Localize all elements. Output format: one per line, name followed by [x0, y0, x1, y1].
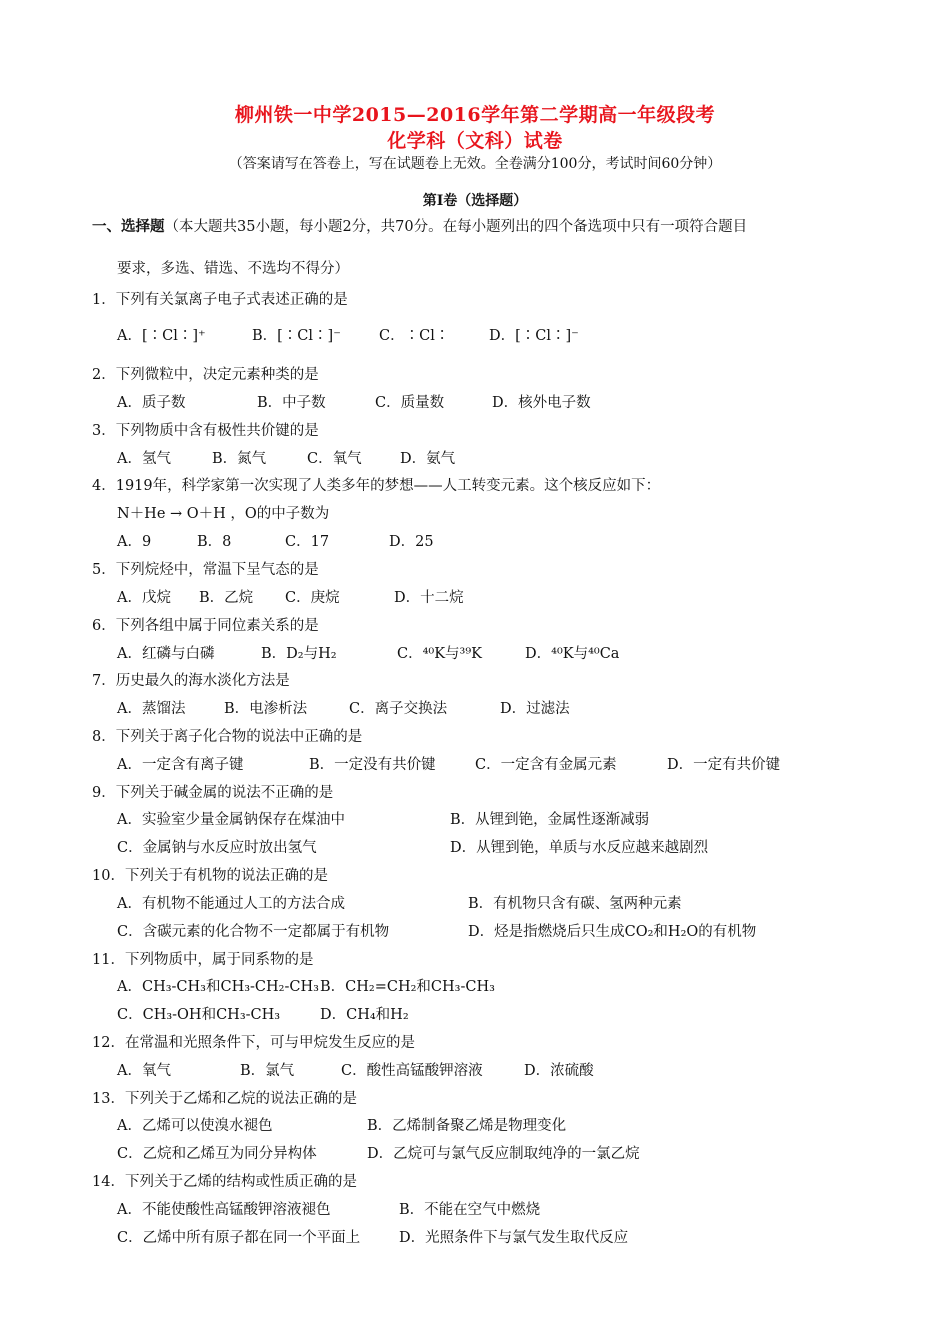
question-10-stem: 10．下列关于有机物的说法正确的是: [92, 868, 328, 884]
question-12-stem: 12．在常温和光照条件下，可与甲烷发生反应的是: [92, 1035, 415, 1051]
q3-option-c: C．氧气: [307, 451, 362, 467]
q1-option-a: A．[∶Cl∶]⁺: [117, 328, 206, 344]
q11-option-a: A．CH₃-CH₃和CH₃-CH₂-CH₃: [117, 979, 319, 995]
q11-option-d: D．CH₄和H₂: [320, 1007, 409, 1023]
q12-option-a: A．氧气: [117, 1063, 171, 1079]
q1-option-b: B．[∶Cl∶]⁻: [252, 328, 341, 344]
q3-option-d: D．氨气: [400, 451, 456, 467]
q12-option-b: B．氯气: [240, 1063, 295, 1079]
exam-title: 柳州铁一中学2015—2016学年第二学期高一年级段考: [234, 104, 716, 126]
q8-option-c: C．一定含有金属元素: [475, 757, 617, 773]
question-4-stem: 4．1919年，科学家第一次实现了人类多年的梦想——人工转变元素。这个核反应如下：: [92, 478, 661, 494]
question-4-reaction: N＋He → O＋H ，O的中子数为: [117, 506, 330, 522]
q8-option-a: A．一定含有离子键: [117, 757, 244, 773]
q6-option-b: B．D₂与H₂: [261, 646, 337, 662]
q2-option-b: B．中子数: [257, 395, 326, 411]
q4-option-a: A．9: [117, 534, 152, 550]
question-14-stem: 14．下列关于乙烯的结构或性质正确的是: [92, 1174, 357, 1190]
intro-label: 一、选择题: [92, 218, 165, 235]
intro-text: （本大题共35小题，每小题2分，共70分。在每小题列出的四个备选项中只有一项符合题目: [164, 219, 748, 235]
question-13-stem: 13．下列关于乙烯和乙烷的说法正确的是: [92, 1091, 357, 1107]
q3-option-b: B．氮气: [212, 451, 267, 467]
q11-option-b: B．CH₂=CH₂和CH₃-CH₃: [320, 979, 495, 995]
q14-option-a: A．不能使酸性高锰酸钾溶液褪色: [117, 1202, 331, 1218]
question-6-stem: 6．下列各组中属于同位素关系的是: [92, 618, 319, 634]
q4-option-b: B．8: [197, 534, 232, 550]
q1-option-c: C．∶Cl∶: [379, 328, 450, 344]
q4-option-d: D．25: [389, 534, 434, 550]
question-9-stem: 9．下列关于碱金属的说法不正确的是: [92, 785, 334, 801]
q13-option-c: C．乙烷和乙烯互为同分异构体: [117, 1146, 317, 1162]
q6-option-d: D．⁴⁰K与⁴⁰Ca: [525, 646, 620, 662]
q10-option-c: C．含碳元素的化合物不一定都属于有机物: [117, 924, 390, 940]
q4-option-c: C．17: [285, 534, 330, 550]
q5-option-d: D．十二烷: [394, 590, 464, 606]
q8-option-d: D．一定有共价键: [667, 757, 781, 773]
q8-option-b: B．一定没有共价键: [309, 757, 436, 773]
question-8-stem: 8．下列关于离子化合物的说法中正确的是: [92, 729, 363, 745]
q9-option-a: A．实验室少量金属钠保存在煤油中: [117, 812, 345, 828]
q6-option-a: A．红磷与白磷: [117, 646, 215, 662]
q13-option-a: A．乙烯可以使溴水褪色: [117, 1118, 273, 1134]
q3-option-a: A．氢气: [117, 451, 171, 467]
q2-option-a: A．质子数: [117, 395, 186, 411]
q12-option-c: C．酸性高锰酸钾溶液: [341, 1063, 483, 1079]
q5-option-c: C．庚烷: [285, 590, 340, 606]
intro-line-2: 要求，多选、错选、不选均不得分）: [117, 261, 349, 277]
q7-option-b: B．电渗析法: [224, 701, 308, 717]
q7-option-c: C．离子交换法: [349, 701, 448, 717]
q2-option-d: D．核外电子数: [492, 395, 591, 411]
q10-option-b: B．有机物只含有碳、氢两种元素: [468, 896, 682, 912]
q11-option-c: C．CH₃-OH和CH₃-CH₃: [117, 1007, 281, 1023]
question-1-stem: 1．下列有关氯离子电子式表述正确的是: [92, 292, 348, 308]
q10-option-a: A．有机物不能通过人工的方法合成: [117, 896, 345, 912]
intro-line: [92, 215, 747, 236]
question-3-stem: 3．下列物质中含有极性共价键的是: [92, 423, 319, 439]
q9-option-b: B．从锂到铯，金属性逐渐减弱: [450, 812, 650, 828]
q13-option-b: B．乙烯制备聚乙烯是物理变化: [367, 1118, 567, 1134]
q7-option-d: D．过滤法: [500, 701, 570, 717]
section-heading: 第Ⅰ卷（选择题）: [422, 193, 528, 209]
question-5-stem: 5．下列烷烃中，常温下呈气态的是: [92, 562, 319, 578]
exam-subtitle: 化学科（文科）试卷: [387, 130, 563, 152]
q9-option-d: D．从锂到铯，单质与水反应越来越剧烈: [450, 840, 709, 856]
question-2-stem: 2．下列微粒中，决定元素种类的是: [92, 367, 319, 383]
question-11-stem: 11．下列物质中，属于同系物的是: [92, 952, 314, 968]
q12-option-d: D．浓硫酸: [524, 1063, 594, 1079]
q14-option-d: D．光照条件下与氯气发生取代反应: [399, 1230, 629, 1246]
q5-option-b: B．乙烷: [199, 590, 254, 606]
q5-option-a: A．戊烷: [117, 590, 171, 606]
q9-option-c: C．金属钠与水反应时放出氢气: [117, 840, 317, 856]
q1-option-d: D．[∶Cl∶]⁻: [489, 328, 579, 344]
q2-option-c: C．质量数: [375, 395, 445, 411]
question-7-stem: 7．历史最久的海水淡化方法是: [92, 673, 290, 689]
exam-note: （答案请写在答卷上，写在试题卷上无效。全卷满分100分，考试时间60分钟）: [228, 156, 722, 172]
q14-option-b: B．不能在空气中燃烧: [399, 1202, 541, 1218]
q6-option-c: C．⁴⁰K与³⁹K: [397, 646, 483, 662]
q10-option-d: D．烃是指燃烧后只生成CO₂和H₂O的有机物: [468, 924, 757, 940]
q7-option-a: A．蒸馏法: [117, 701, 186, 717]
q13-option-d: D．乙烷可与氯气反应制取纯净的一氯乙烷: [367, 1146, 640, 1162]
q14-option-c: C．乙烯中所有原子都在同一个平面上: [117, 1230, 361, 1246]
